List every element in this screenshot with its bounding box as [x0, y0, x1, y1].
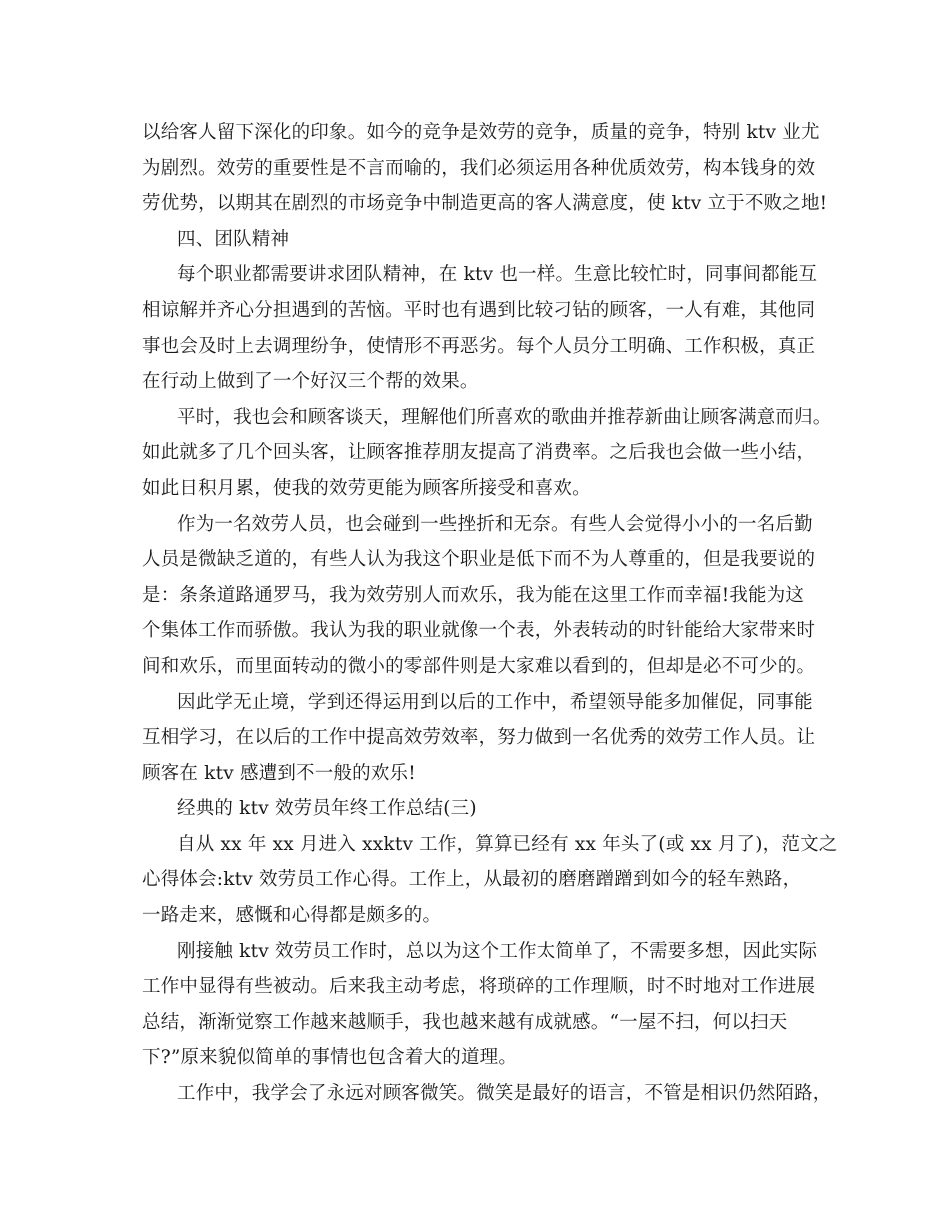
text-line: 相谅解并齐心分担遇到的苦恼。平时也有遇到比较刁钻的顾客，一人有难，其他同: [142, 299, 816, 321]
text-line: 自从 xx 年 xx 月进入 xxktv 工作，算算已经有 xx 年头了(或 xx 月了)，范文之: [177, 833, 838, 855]
text-line: 平时，我也会和顾客谈天，理解他们所喜欢的歌曲并推荐新曲让顾客满意而归。: [177, 406, 832, 428]
text-line: 工作中，我学会了永远对顾客微笑。微笑是最好的语言，不管是相识仍然陌路，: [177, 1083, 832, 1105]
text-line: 每个职业都需要讲求团队精神，在 ktv 也一样。生意比较忙时，同事间都能互: [177, 264, 818, 286]
text-line: 下?”原来貌似简单的事情也包含着大的道理。: [142, 1047, 518, 1069]
text-line: 总结，渐渐觉察工作越来越顺手，我也越来越有成就感。“一屋不扫，何以扫天: [142, 1011, 788, 1033]
text-line: 人员是微缺乏道的，有些人认为我这个职业是低下而不为人尊重的，但是我要说的: [142, 549, 816, 571]
text-line: 以给客人留下深化的印象。如今的竞争是效劳的竞争，质量的竞争，特别 ktv 业尤: [142, 122, 820, 143]
text-line: 事也会及时上去调理纷争，使情形不再恶劣。每个人员分工明确、工作积极，真正: [142, 335, 816, 357]
text-line: 刚接触 ktv 效劳员工作时，总以为这个工作太简单了，不需要多想，因此实际: [177, 940, 818, 962]
text-line: 是：条条道路通罗马，我为效劳别人而欢乐，我为能在这里工作而幸福!我能为这: [142, 584, 805, 606]
section-heading: 经典的 ktv 效劳员年终工作总结(三): [177, 798, 477, 820]
text-line: 个集体工作而骄傲。我认为我的职业就像一个表，外表转动的时针能给大家带来时: [142, 620, 816, 642]
text-line: 间和欢乐，而里面转动的微小的零部件则是大家难以看到的，但却是必不可少的。: [142, 655, 816, 677]
text-line: 因此学无止境，学到还得运用到以后的工作中，希望领导能多加催促，同事能: [177, 691, 813, 713]
text-line: 工作中显得有些被动。后来我主动考虑，将琐碎的工作理顺，时不时地对工作进展: [142, 976, 816, 998]
text-line: 心得体会:ktv 效劳员工作心得。工作上，从最初的磨磨蹭蹭到如今的轻车熟路，: [142, 869, 802, 891]
text-line: 作为一名效劳人员，也会碰到一些挫折和无奈。有些人会觉得小小的一名后勤: [177, 513, 813, 535]
text-line: 一路走来，感慨和心得都是颇多的。: [142, 905, 442, 927]
document-page: [142, 115, 838, 1112]
text-line: 如此就多了几个回头客，让顾客推荐朋友提高了消费率。之后我也会做一些小结，: [142, 442, 816, 464]
text-line: 为剧烈。效劳的重要性是不言而喻的，我们必须运用各种优质效劳，构本钱身的效: [142, 157, 816, 179]
text-line: 如此日积月累，使我的效劳更能为顾客所接受和喜欢。: [142, 477, 591, 499]
text-line: 劳优势，以期其在剧烈的市场竞争中制造更高的客人满意度，使 ktv 立于不败之地!: [142, 193, 828, 215]
text-line: 顾客在 ktv 感遭到不一般的欢乐!: [142, 762, 416, 784]
section-heading: 四、团队精神: [177, 228, 290, 250]
text-line: 互相学习，在以后的工作中提高效劳效率，努力做到一名优秀的效劳工作人员。让: [142, 727, 816, 749]
text-line: 在行动上做到了一个好汉三个帮的效果。: [142, 371, 479, 393]
